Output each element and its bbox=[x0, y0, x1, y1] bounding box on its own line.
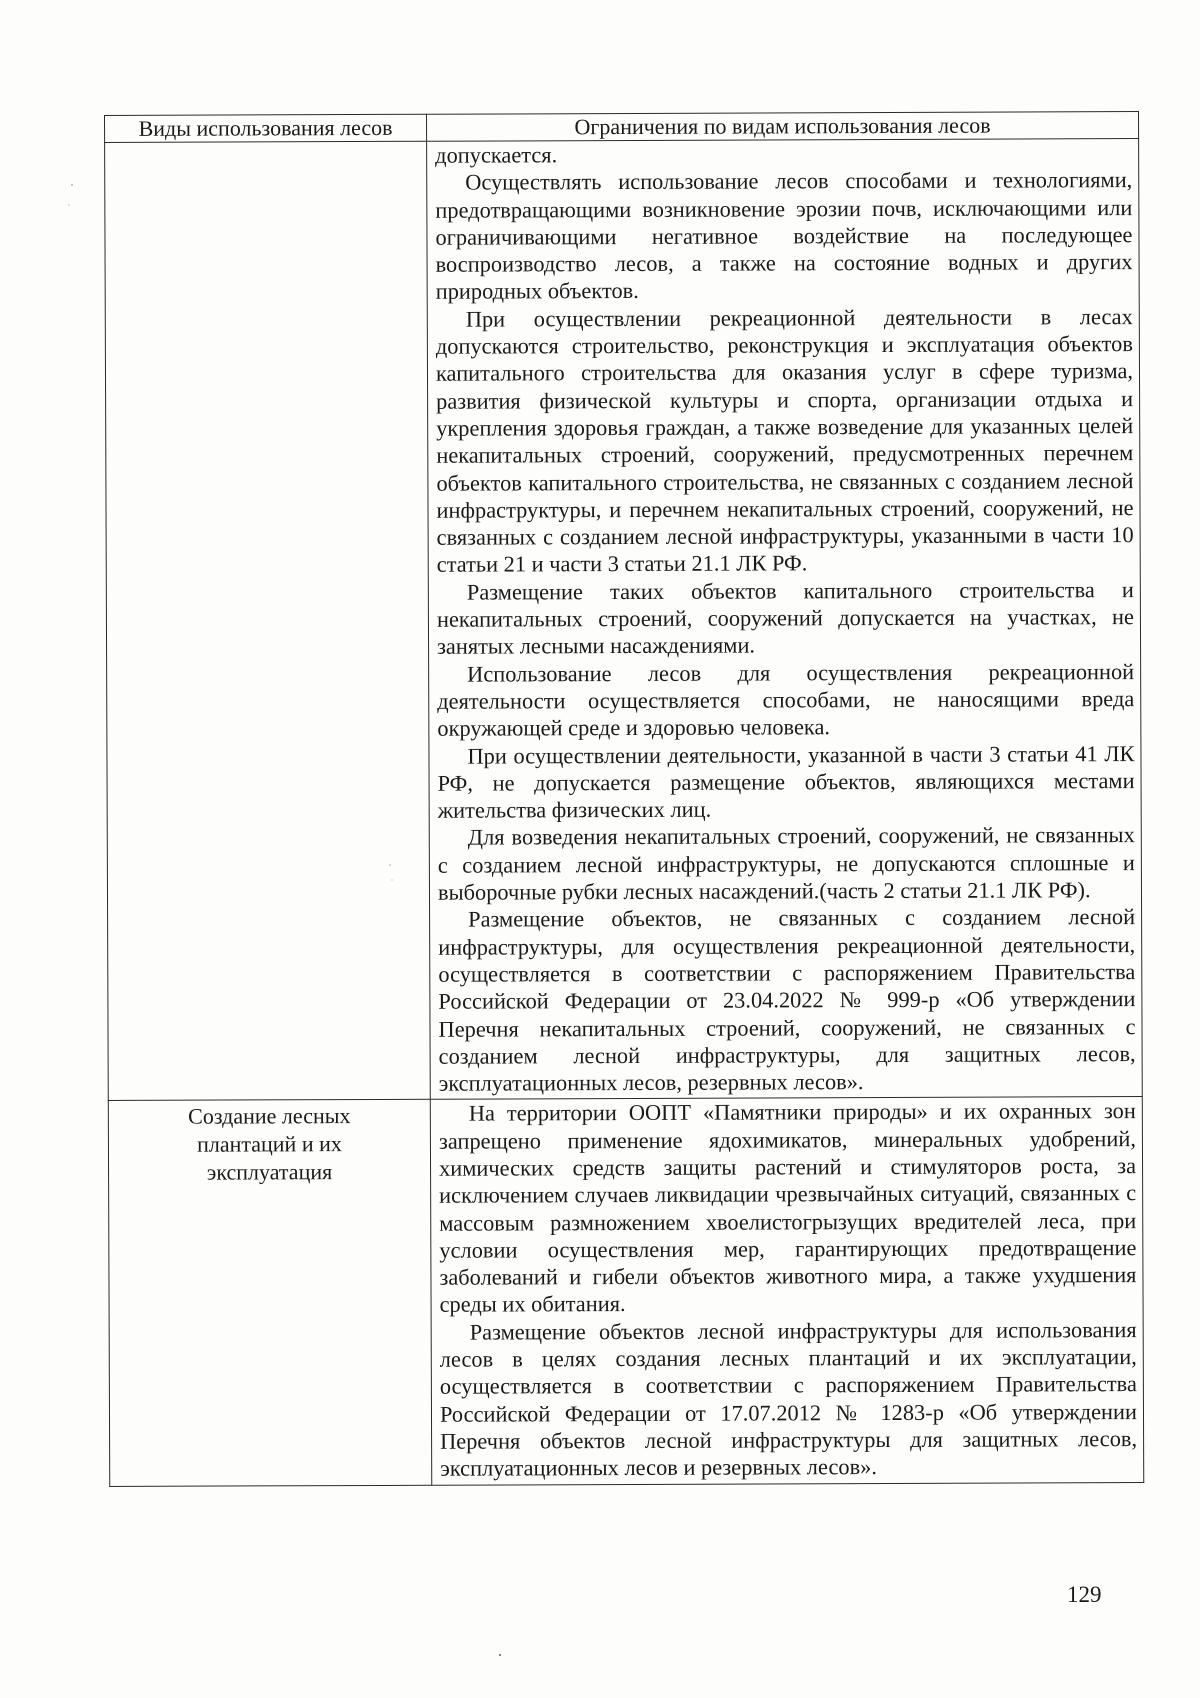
paragraph: Размещение объектов, не связанных с созданием лесной инфраструктуры, для осуществления рекреационной деятельности, осуществляется в соответствии с распоряжением Правительства Российской Федерации от 23.04.2022 № 999-р «Об утверждении Перечня некапитальных строений, сооружений, не связанных с созданием лесной инфраструктуры, для защитных лесов, эксплуатационных лесов, резервных лесов». bbox=[438, 904, 1136, 1096]
table-header-row bbox=[105, 112, 1139, 143]
paragraph: Осуществлять использование лесов способами и технологиями, предотвращающими возникновение эрозии почв, исключающими или ограничивающими негативное воздействие на последующее воспроизводство лесов, а также на состояние водных и других природных объектов. bbox=[435, 167, 1133, 305]
paragraph: При осуществлении рекреационной деятельности в лесах допускаются строительство, реконструкция и эксплуатация объектов капитального строительства для оказания услуг в сфере туризма, развития физической культуры и спорта, организации отдыха и укрепления здоровья граждан, а также возведение для указанных целей некапитальных строений, сооружений, предусмотренных перечнем объектов капитального строительства, не связанных с созданием лесной инфраструктуры, и перечнем некапитальных строений, сооружений, не связанных с созданием лесной инфраструктуры, указанными в части 10 статьи 21 и части 3 статьи 21.1 ЛК РФ. bbox=[435, 303, 1134, 578]
header-restrictions: Ограничения по видам использования лесов bbox=[426, 112, 1138, 142]
table-row bbox=[108, 1097, 1143, 1486]
use-type-line: плантаций и их bbox=[196, 1131, 342, 1158]
paragraph: Использование лесов для осуществления рекреационной деятельности осуществляется способами, не наносящими вреда окружающей среде и здоровью человека. bbox=[437, 658, 1135, 741]
paragraph: Для возведения некапитальных строений, сооружений, не связанных с созданием лесной инфраструктуры, не допускаются сплошные и выборочные рубки лесных насаждений.(часть 2 статьи 21.1 ЛК РФ). bbox=[437, 822, 1135, 905]
paragraph: Размещение таких объектов капитального строительства и некапитальных строений, сооружений допускается на участках, не занятых лесными насаждениями. bbox=[436, 576, 1134, 660]
restrictions-cell bbox=[430, 1097, 1143, 1485]
paragraph: допускается. bbox=[435, 142, 558, 168]
use-type-line: Создание лесных bbox=[188, 1103, 351, 1130]
use-type-cell-empty bbox=[105, 141, 431, 1101]
use-type-cell bbox=[108, 1100, 431, 1486]
paragraph: На территории ООПТ «Памятники природы» и их охранных зон запрещено применение ядохимикатов, минеральных удобрений, химических средств защиты растений и стимуляторов роста, за исключением случаев ликвидации чрезвычайных ситуаций, связанных с массовым размножением хвоелистогрызущих вредителей леса, при условии осуществления мер, гарантирующих предотвращение заболеваний и гибели объектов животного мира, а также ухудшения среды их обитания. bbox=[438, 1098, 1137, 1318]
table-row bbox=[105, 139, 1143, 1101]
paragraph: Размещение объектов лесной инфраструктуры для использования лесов в целях создания лесных плантаций и их эксплуатации, осуществляется в соответствии с распоряжением Правительства Российской Федерации от 17.07.2012 № 1283-р «Об утверждении Перечня объектов лесной инфраструктуры для защитных лесов, эксплуатационных лесов и резервных лесов». bbox=[439, 1316, 1138, 1481]
header-forest-use-types: Виды использования лесов bbox=[105, 114, 427, 142]
page-number: 129 bbox=[1067, 1582, 1102, 1607]
restrictions-cell bbox=[427, 139, 1143, 1100]
paragraph: При осуществлении деятельности, указанной в части 3 статьи 41 ЛК РФ, не допускается размещение объектов, являющихся местами жительства физических лиц. bbox=[437, 740, 1135, 823]
use-type-line: эксплуатация bbox=[206, 1159, 333, 1186]
restrictions-table bbox=[104, 111, 1144, 1487]
